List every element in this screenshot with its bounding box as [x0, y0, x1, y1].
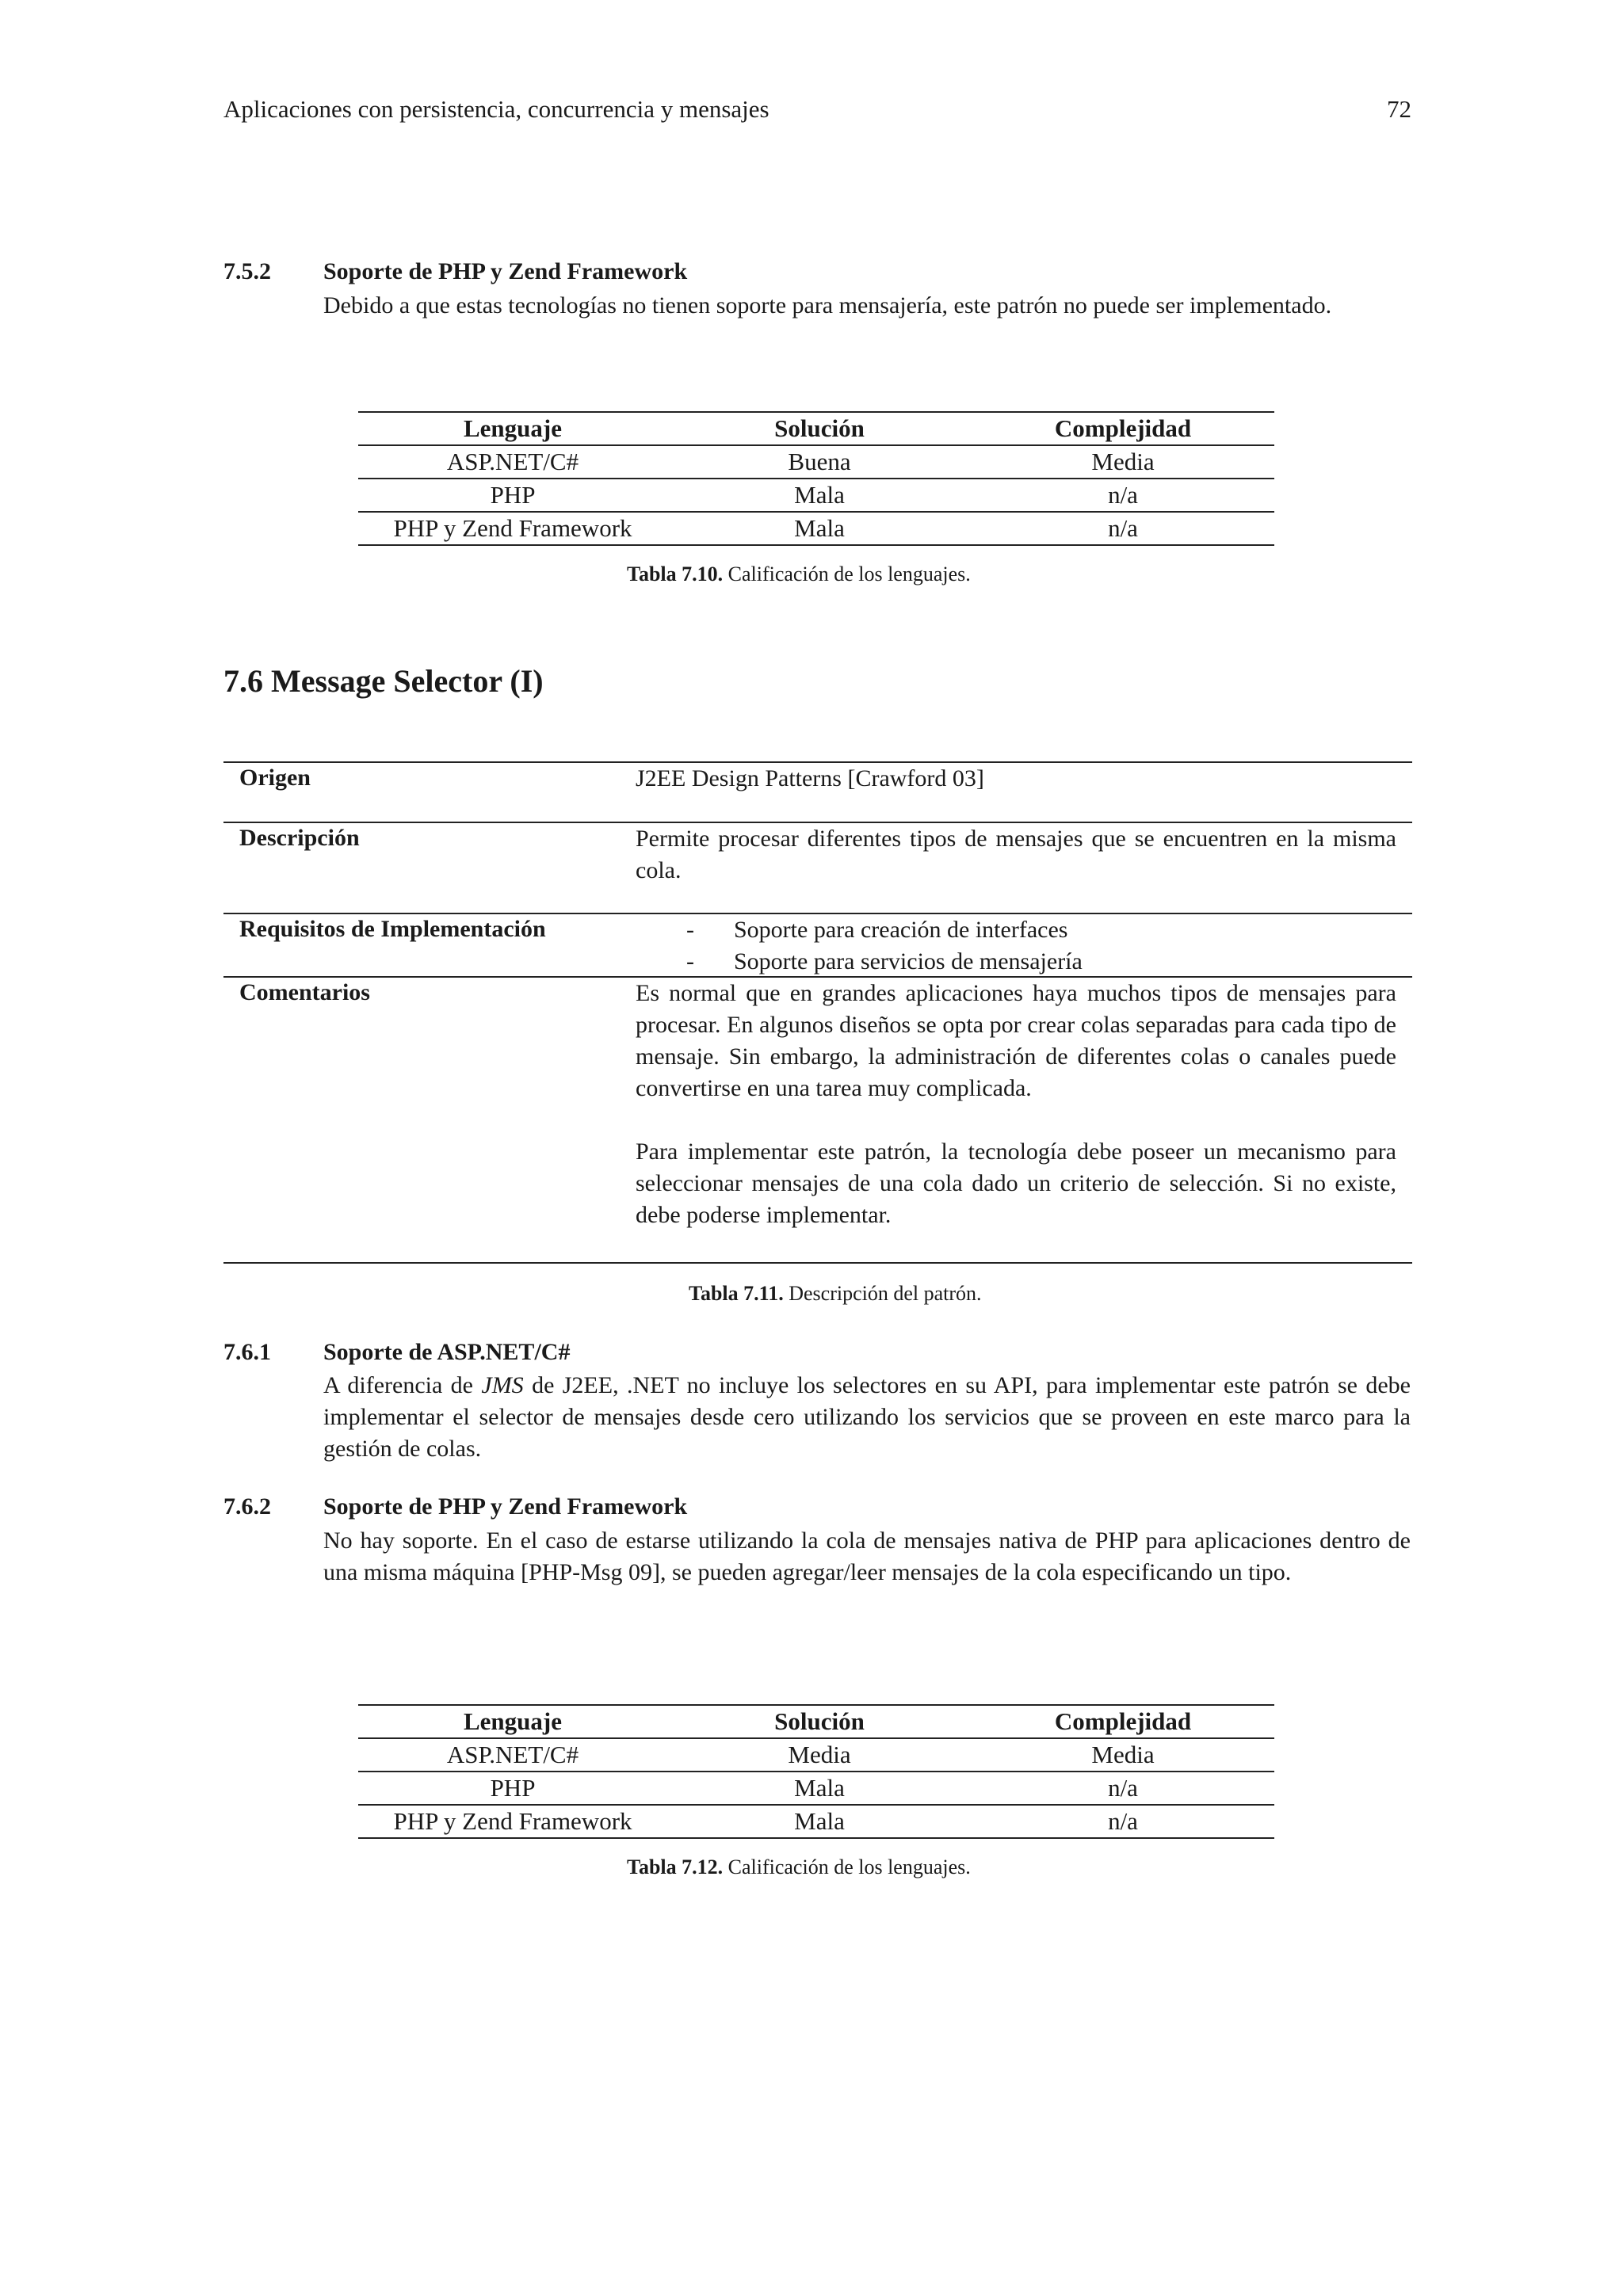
table-row [358, 512, 1274, 545]
table-cell: ASP.NET/C# [358, 1738, 667, 1772]
row-value [636, 823, 1396, 887]
table-cell: n/a [972, 1805, 1274, 1838]
table-cell: Mala [667, 1805, 972, 1838]
table-row [358, 1738, 1274, 1772]
table-cell: n/a [972, 1772, 1274, 1805]
row-label: Origen [239, 765, 311, 791]
column-header: Complejidad [972, 412, 1274, 445]
section-paragraph [323, 290, 1411, 322]
row-value [636, 914, 1396, 978]
section-paragraph [323, 1370, 1411, 1465]
table-row [358, 479, 1274, 512]
row-origen [223, 761, 1412, 791]
page-number: 72 [1387, 95, 1411, 123]
table-cell: PHP y Zend Framework [358, 512, 667, 545]
table-cell: Buena [667, 445, 972, 479]
list-item [636, 946, 1396, 978]
paragraph-text: de J2EE, .NET no incluye los selectores en su API, para implementar este patrón se debe implementar el selector de mensajes desde cero utilizando los servicios que se proveen en este marco para la gestión de colas. [323, 1372, 1411, 1462]
caption-text: Calificación de los lenguajes. [723, 1855, 971, 1878]
table-row [358, 445, 1274, 479]
table-bottom-rule [223, 1262, 1412, 1264]
section-title: Soporte de ASP.NET/C# [323, 1339, 571, 1365]
section-number: 7.6.1 [223, 1339, 271, 1365]
caption-label: Tabla 7.12. [627, 1855, 724, 1878]
caption-label: Tabla 7.11. [689, 1282, 784, 1305]
table-cell: Media [972, 1738, 1274, 1772]
rating-table-7-10 [358, 411, 1274, 546]
table-cell: Mala [667, 479, 972, 512]
emphasis-text: JMS [481, 1372, 524, 1398]
rating-table-7-12 [358, 1704, 1274, 1839]
value-text: Para implementar este patrón, la tecnología debe poseer un mecanismo para seleccionar mensajes de una cola dado un criterio de selección. Si no existe, debe poderse implementar. [636, 1138, 1396, 1228]
list-item-text: Soporte para servicios de mensajería [734, 948, 1083, 974]
row-descripcion [223, 822, 1412, 883]
table-cell: PHP y Zend Framework [358, 1805, 667, 1838]
caption-text: Calificación de los lenguajes. [723, 563, 971, 585]
row-value [636, 763, 1396, 795]
table-caption [627, 563, 971, 586]
table-cell: Media [667, 1738, 972, 1772]
section-title: Soporte de PHP y Zend Framework [323, 258, 688, 284]
value-text: Permite procesar diferentes tipos de mensajes que se encuentren en la misma cola. [636, 826, 1396, 883]
column-header: Lenguaje [358, 1705, 667, 1738]
value-text: Es normal que en grandes aplicaciones haya muchos tipos de mensajes para procesar. En algunos diseños se opta por crear colas separadas para cada tipo de mensaje. Sin embargo, la administración de diferentes colas o canales puede convertirse en una tarea muy complicada. [636, 980, 1396, 1101]
row-value [636, 978, 1396, 1231]
caption-text: Descripción del patrón. [783, 1282, 982, 1305]
running-header: Aplicaciones con persistencia, concurrencia y mensajes [223, 95, 769, 123]
paragraph-text: A diferencia de [323, 1372, 482, 1398]
table-cell: Mala [667, 1772, 972, 1805]
value-text: J2EE Design Patterns [Crawford 03] [636, 765, 984, 791]
row-requisitos [223, 913, 1412, 974]
column-header: Lenguaje [358, 412, 667, 445]
table-cell: Mala [667, 512, 972, 545]
list-item [636, 914, 1396, 946]
bullet-dash: - [686, 948, 694, 974]
table-row [358, 1805, 1274, 1838]
table-cell: n/a [972, 512, 1274, 545]
row-label: Requisitos de Implementación [239, 916, 546, 942]
section-title: Soporte de PHP y Zend Framework [323, 1493, 688, 1520]
paragraph-text: No hay soporte. En el caso de estarse utilizando la cola de mensajes nativa de PHP para aplicaciones dentro de una misma máquina [PHP-Msg 09], se pueden agregar/leer mensajes de la cola especificando un tipo. [323, 1527, 1411, 1585]
row-label: Descripción [239, 825, 360, 851]
table-caption [627, 1855, 971, 1879]
section-number: 7.6.2 [223, 1493, 271, 1520]
table-cell: n/a [972, 479, 1274, 512]
table-caption [689, 1282, 982, 1306]
row-comentarios [223, 976, 1412, 1228]
table-cell: PHP [358, 1772, 667, 1805]
table-cell: PHP [358, 479, 667, 512]
list-item-text: Soporte para creación de interfaces [734, 917, 1068, 943]
caption-label: Tabla 7.10. [627, 563, 724, 585]
table-cell: Media [972, 445, 1274, 479]
section-heading: 7.6 Message Selector (I) [223, 663, 544, 699]
column-header: Complejidad [972, 1705, 1274, 1738]
paragraph-text: Debido a que estas tecnologías no tienen soporte para mensajería, este patrón no puede ser implementado. [323, 292, 1332, 318]
column-header: Solución [667, 1705, 972, 1738]
section-paragraph [323, 1525, 1411, 1589]
section-number: 7.5.2 [223, 258, 271, 284]
table-cell: ASP.NET/C# [358, 445, 667, 479]
bullet-dash: - [686, 917, 694, 943]
column-header: Solución [667, 412, 972, 445]
table-row [358, 1772, 1274, 1805]
row-label: Comentarios [239, 979, 370, 1005]
